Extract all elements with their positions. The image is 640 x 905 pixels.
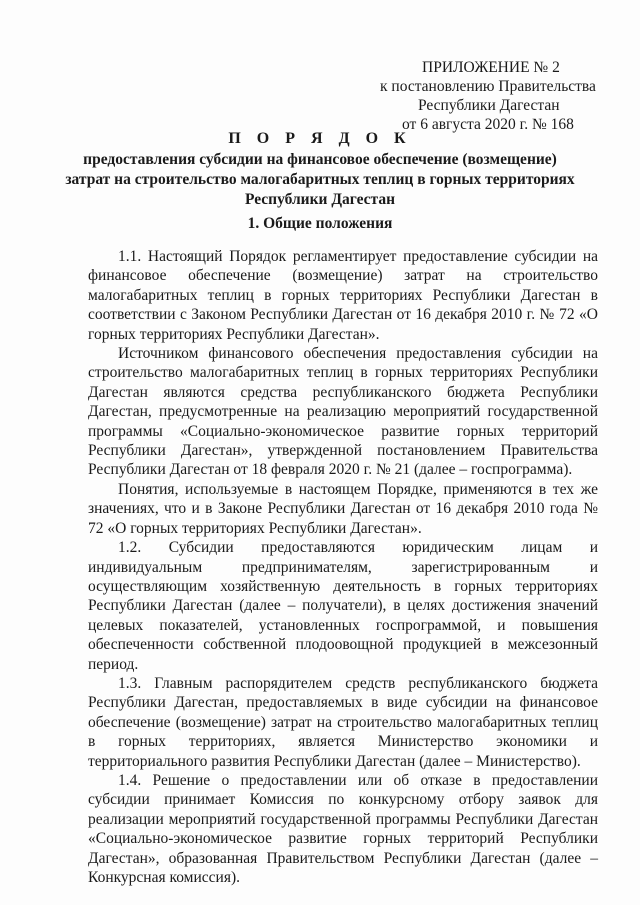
document-title: П О Р Я Д О К: [228, 130, 412, 147]
paragraph: 1.3. Главным распорядителем средств республиканского бюджета Республики Дагестан, предоставляемых в виде субсидии на финансовое обеспечение (возмещение) затрат на строительство малогабаритных теплиц в горных территориях, является Министерство экономики и территориального развития Республики Дагестан (далее – Министерство).: [88, 674, 598, 770]
appendix-date: от 6 августа 2020 г. № 168: [402, 116, 574, 133]
appendix-reference: к постановлению Правительства: [380, 78, 596, 95]
paragraph: 1.2. Субсидии предоставляются юридическим лицам и индивидуальным предпринимателям, зарегистрированным и осуществляющим хозяйственную деятельность в горных территориях Республики Дагестан (далее – получатели), в целях достижения значений целевых показателей, установленных госпрограммой, и повышения обеспеченности собственной плодоовощной продукцией в межсезонный период.: [88, 539, 598, 673]
section-heading: 1. Общие положения: [247, 215, 393, 232]
paragraph: Понятия, используемые в настоящем Порядке, применяются в тех же значениях, что и в Законе Республики Дагестан от 16 декабря 2010 года № 72 «О горных территориях Республики Дагестан».: [88, 480, 598, 537]
appendix-block: [380, 58, 610, 134]
appendix-number: ПРИЛОЖЕНИЕ № 2: [422, 59, 560, 76]
paragraph: 1.1. Настоящий Порядок регламентирует предоставление субсидии на финансовое обеспечение (возмещение) затрат на строительство малогабаритных теплиц в горных территориях Республики Дагестан в соответствии с Законом Республики Дагестан от 16 декабря 2010 г. № 72 «О горных территориях Республики Дагестан».: [88, 248, 598, 343]
appendix-region: Республики Дагестан: [418, 97, 560, 114]
paragraph: 1.4. Решение о предоставлении или об отказе в предоставлении субсидии принимает Комиссия по конкурсному отбору заявок для реализации мероприятий государственной программы Республики Дагестан «Социально-экономическое развитие горных территорий Республики Дагестан», образованная Правительством Республики Дагестан (далее – Конкурсная комиссия).: [88, 771, 598, 886]
document-subtitle: предоставления субсидии на финансовое обеспечение (возмещение) затрат на строительство малогабаритных теплиц в горных территориях Республики Дагестан: [65, 151, 575, 208]
body-text: [88, 247, 598, 887]
paragraph: Источником финансового обеспечения предоставления субсидии на строительство малогабаритных теплиц в горных территориях Республики Дагестан являются средства республиканского бюджета Республики Дагестан, предусмотренные на реализацию мероприятий государственной программы «Социально-экономическое развитие горных территорий Республики Дагестан», утвержденной постановлением Правительства Республики Дагестан от 18 февраля 2020 г. № 21 (далее – госпрограмма).: [88, 345, 598, 479]
